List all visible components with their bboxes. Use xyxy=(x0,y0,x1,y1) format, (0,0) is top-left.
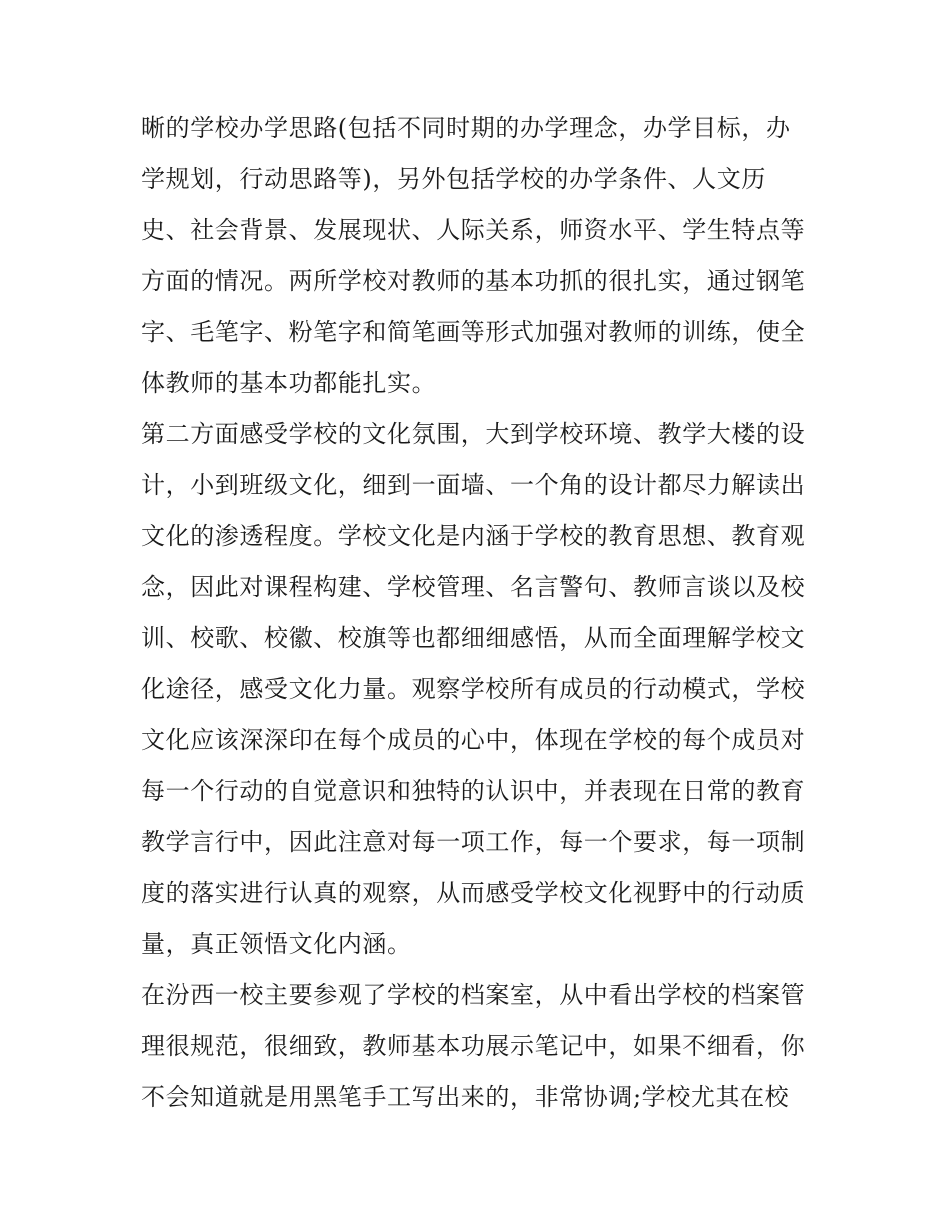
text-line: 度的落实进行认真的观察，从而感受学校文化视野中的行动质 xyxy=(141,879,806,907)
text-line: 不会知道就是用黑笔手工写出来的，非常协调;学校尤其在校 xyxy=(141,1083,790,1111)
text-line: 在汾西一校主要参观了学校的档案室，从中看出学校的档案管 xyxy=(141,981,806,1009)
text-line: 教学言行中，因此注意对每一项工作，每一个要求，每一项制 xyxy=(141,828,806,856)
text-line: 理很规范，很细致，教师基本功展示笔记中，如果不细看，你 xyxy=(141,1032,806,1060)
text-line: 计，小到班级文化，细到一面墙、一个角的设计都尽力解读出 xyxy=(141,471,806,499)
text-line: 史、社会背景、发展现状、人际关系，师资水平、学生特点等 xyxy=(141,216,806,244)
text-line: 体教师的基本功都能扎实。 xyxy=(141,369,437,397)
text-line: 化途径，感受文化力量。观察学校所有成员的行动模式，学校 xyxy=(141,675,806,703)
text-line: 文化应该深深印在每个成员的心中，体现在学校的每个成员对 xyxy=(141,726,806,754)
text-line: 每一个行动的自觉意识和独特的认识中，并表现在日常的教育 xyxy=(141,777,806,805)
text-line: 文化的渗透程度。学校文化是内涵于学校的教育思想、教育观 xyxy=(141,522,806,550)
text-line: 晰的学校办学思路(包括不同时期的办学理念，办学目标，办 xyxy=(141,114,791,142)
text-line: 第二方面感受学校的文化氛围，大到学校环境、教学大楼的设 xyxy=(141,420,806,448)
text-line: 念，因此对课程构建、学校管理、名言警句、教师言谈以及校 xyxy=(141,573,806,601)
text-line: 方面的情况。两所学校对教师的基本功抓的很扎实，通过钢笔 xyxy=(141,267,806,295)
text-line: 学规划，行动思路等)，另外包括学校的办学条件、人文历 xyxy=(141,165,766,193)
text-line: 训、校歌、校徽、校旗等也都细细感悟，从而全面理解学校文 xyxy=(141,624,806,652)
text-line: 字、毛笔字、粉笔字和简笔画等形式加强对教师的训练，使全 xyxy=(141,318,806,346)
text-line: 量，真正领悟文化内涵。 xyxy=(141,930,412,958)
